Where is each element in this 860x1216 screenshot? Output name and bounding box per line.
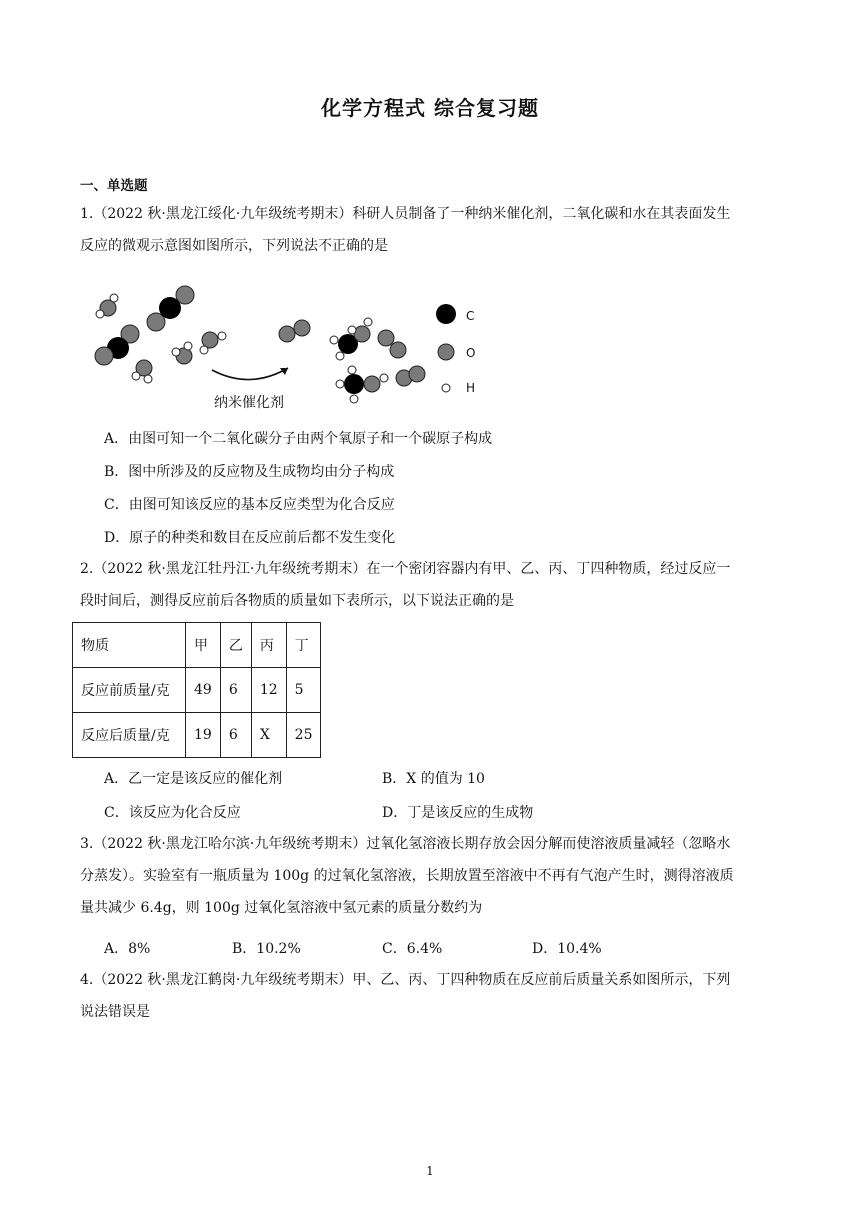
co2-molecule — [95, 325, 139, 365]
section-heading: 一、单选题 — [80, 178, 148, 194]
question-2-option-b: B．X 的值为 10 — [382, 771, 485, 787]
question-2-line-1: 2.（2022 秋·黑龙江牡丹江·九年级统考期末）在一个密闭容器内有甲、乙、丙、丁四种物质，经过反应一 — [80, 561, 731, 577]
question-1-stem — [80, 198, 780, 262]
water-molecule — [200, 332, 226, 354]
table-cell: 丁 — [286, 623, 321, 668]
table-cell: 反应后质量/克 — [73, 713, 186, 758]
table-cell: 甲 — [186, 623, 221, 668]
table-cell: 丙 — [251, 623, 286, 668]
question-3-option-d: D．10.4% — [532, 941, 602, 957]
question-4-stem — [80, 964, 780, 1028]
legend-c-label: C — [466, 309, 475, 323]
table-row — [73, 668, 321, 713]
question-3-line-3: 量共减少 6.4g，则 100g 过氧化氢溶液中氢元素的质量分数约为 — [80, 900, 483, 916]
water-molecule — [132, 360, 152, 383]
question-4-line-1: 4.（2022 秋·黑龙江鹤岗·九年级统考期末）甲、乙、丙、丁四种物质在反应前后质量关系如图所示，下列 — [80, 972, 731, 988]
o2-molecule — [396, 366, 425, 386]
o2-molecule — [378, 330, 406, 358]
table-cell: 12 — [251, 668, 286, 713]
question-3-option-b: B．10.2% — [232, 941, 301, 957]
oxygen-legend-icon — [438, 344, 454, 360]
question-2-stem — [80, 553, 780, 617]
question-3-option-a: A．8% — [104, 941, 151, 957]
legend-o-label: O — [466, 346, 476, 360]
carbon-legend-icon — [436, 304, 456, 324]
table-cell: 6 — [220, 668, 251, 713]
table-header-row — [73, 623, 321, 668]
water-molecule — [96, 294, 118, 318]
question-2-option-a: A．乙一定是该反应的催化剂 — [104, 771, 283, 787]
question-2-option-d: D．丁是该反应的生成物 — [382, 805, 534, 821]
table-cell: 6 — [220, 713, 251, 758]
question-3-line-1: 3.（2022 秋·黑龙江哈尔滨·九年级统考期末）过氧化氢溶液长期存放会因分解而使溶液质量减轻（忽略水 — [80, 836, 731, 852]
reaction-diagram — [90, 282, 490, 412]
question-1-option-d: D．原子的种类和数目在反应前后都不发生变化 — [104, 530, 396, 546]
table-cell: 乙 — [220, 623, 251, 668]
question-2-option-c: C．该反应为化合反应 — [104, 805, 241, 821]
table-cell: 反应前质量/克 — [73, 668, 186, 713]
question-1-line-1: 1.（2022 秋·黑龙江绥化·九年级统考期末）科研人员制备了一种纳米催化剂，二氧化碳和水在其表面发生 — [80, 206, 731, 222]
question-2-line-2: 段时间后，测得反应前后各物质的质量如下表所示，以下说法正确的是 — [80, 593, 514, 609]
product-molecule — [336, 366, 388, 403]
question-1-line-2: 反应的微观示意图如图所示，下列说法不正确的是 — [80, 238, 388, 254]
question-1-option-b: B．图中所涉及的反应物及生成物均由分子构成 — [104, 464, 395, 480]
mass-table — [72, 622, 321, 758]
table-cell: 物质 — [73, 623, 186, 668]
table-cell: 5 — [286, 668, 321, 713]
table-cell: 19 — [186, 713, 221, 758]
table-cell: 25 — [286, 713, 321, 758]
question-3-line-2: 分蒸发）。实验室有一瓶质量为 100g 的过氧化氢溶液，长期放置至溶液中不再有气泡产生时，测得溶液质 — [80, 868, 734, 884]
table-cell: 49 — [186, 668, 221, 713]
catalyst-label: 纳米催化剂 — [214, 395, 284, 411]
o2-molecule — [279, 320, 310, 342]
page-title: 化学方程式 综合复习题 — [321, 96, 539, 120]
legend-h-label: H — [466, 381, 476, 395]
question-4-line-2: 说法错误是 — [80, 1004, 150, 1020]
table-cell: X — [251, 713, 286, 758]
table-row — [73, 713, 321, 758]
product-molecule — [330, 318, 372, 360]
question-3-stem — [80, 828, 780, 924]
hydrogen-legend-icon — [442, 384, 450, 392]
question-1-option-c: C．由图可知该反应的基本反应类型为化合反应 — [104, 497, 395, 513]
page-number: 1 — [426, 1164, 434, 1178]
co2-molecule — [147, 286, 194, 331]
reaction-arrow — [212, 368, 288, 380]
water-molecule — [172, 342, 192, 364]
question-1-option-a: A．由图可知一个二氧化碳分子由两个氧原子和一个碳原子构成 — [104, 431, 493, 447]
question-3-option-c: C．6.4% — [382, 941, 443, 957]
